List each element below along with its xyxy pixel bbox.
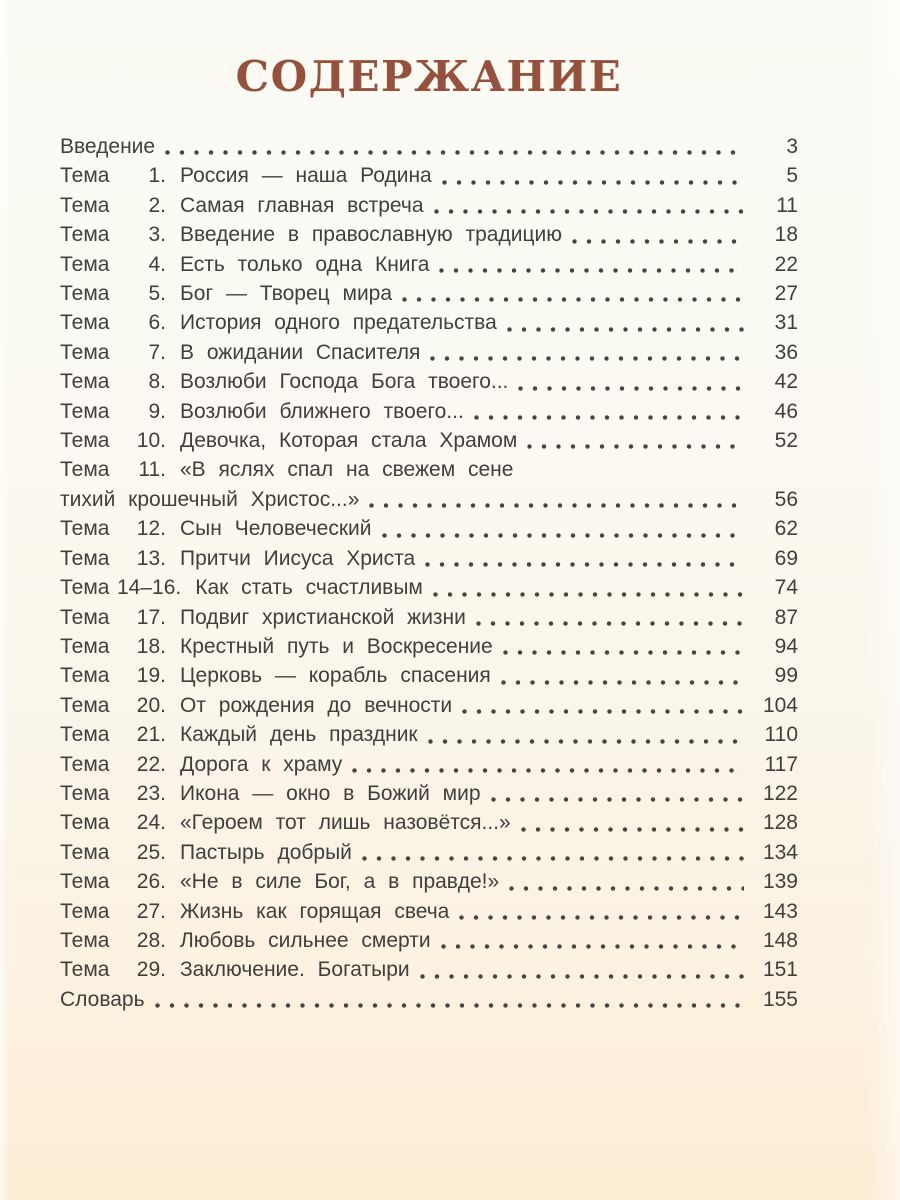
toc-entry-page: 46 <box>774 399 798 423</box>
toc-entry-page: 151 <box>762 958 798 982</box>
toc-entry-label: Тема <box>60 605 110 629</box>
toc-entry-label: Тема <box>60 840 110 864</box>
toc-entry-label: Тема <box>60 634 110 658</box>
toc-entry-label: Тема <box>60 458 110 482</box>
toc-entry-number: 21. <box>136 723 166 747</box>
toc-entry <box>60 250 798 279</box>
toc-entry <box>60 955 798 984</box>
dot-leader <box>462 709 744 714</box>
toc-entry-page: 69 <box>774 546 798 570</box>
toc-entry-number: 17. <box>136 605 166 629</box>
dot-leader <box>442 180 744 185</box>
toc-entry-page: 11 <box>776 193 798 217</box>
toc-entry-title: Бог — Творец мира <box>180 282 393 306</box>
toc-entry <box>60 779 798 808</box>
toc-entry-page: 52 <box>774 429 798 453</box>
dot-leader <box>352 768 744 773</box>
toc-entry-page: 128 <box>762 811 798 835</box>
dot-leader <box>474 415 744 420</box>
toc-entry-title: «Не в силе Бог, а в правде!» <box>180 870 500 894</box>
dot-leader <box>420 974 744 979</box>
toc-entry-label: Тема <box>60 723 110 747</box>
toc-entry-number: 27. <box>136 899 166 923</box>
toc-entry-number: 18. <box>136 634 166 658</box>
toc-entry-label: Тема <box>60 693 110 717</box>
toc-entry-page: 148 <box>762 928 798 952</box>
toc-entry-number: 29. <box>136 958 166 982</box>
scan-edge-right <box>866 0 900 1200</box>
toc-entry-title: Как стать счастливым <box>195 576 423 600</box>
toc-entry-label: Тема <box>60 664 110 688</box>
toc-entry-number: 13. <box>136 546 166 570</box>
dot-leader <box>518 386 744 391</box>
toc-entry <box>60 867 798 896</box>
toc-entry-title: Любовь сильнее смерти <box>180 928 431 952</box>
toc-entry-title: Подвиг христианской жизни <box>180 605 466 629</box>
toc-entry-page: 5 <box>786 164 798 188</box>
toc-entry-page: 62 <box>774 517 798 541</box>
toc-entry-page: 18 <box>774 223 798 247</box>
toc-entry-label: Тема <box>60 752 110 776</box>
toc-entry-label: Тема <box>60 282 110 306</box>
toc-entry-label: Тема <box>60 517 110 541</box>
dot-leader <box>439 268 744 273</box>
toc-entry-label: Тема <box>60 870 110 894</box>
toc-entry-number: 3. <box>148 223 166 247</box>
toc-entry <box>60 632 798 661</box>
toc-entry-number: 5. <box>148 282 166 306</box>
dot-leader <box>434 209 745 214</box>
toc-entry-title: Девочка, Которая стала Храмом <box>180 429 518 453</box>
toc-entry-number: 8. <box>148 370 166 394</box>
toc-entry-page: 56 <box>774 487 798 511</box>
toc-entry-number: 1. <box>148 164 166 188</box>
toc-entry <box>60 603 798 632</box>
toc-entry-title: Жизнь как горящая свеча <box>180 899 450 923</box>
toc-entry-label: Тема <box>60 252 110 276</box>
toc-entry-title: Крестный путь и Воскресение <box>180 634 493 658</box>
dot-leader <box>382 533 744 538</box>
toc-entry <box>60 750 798 779</box>
toc-entry-number: 19. <box>136 664 166 688</box>
toc-entry-page: 87 <box>774 605 798 629</box>
toc-entry-page: 36 <box>774 340 798 364</box>
dot-leader <box>527 444 744 449</box>
toc-entry-title: Каждый день праздник <box>180 723 418 747</box>
toc-entry-title: Введение в православную традицию <box>180 223 562 247</box>
toc-entry-page: 27 <box>774 282 798 306</box>
toc-entry-title: Введение <box>60 135 156 158</box>
toc-entry-label: Тема <box>60 193 110 217</box>
toc-entry-title: Заключение. Богатыри <box>180 958 410 982</box>
toc-entry-label: Тема <box>60 429 110 453</box>
toc-entry-number: 4. <box>148 252 166 276</box>
toc-entry-page: 94 <box>774 634 798 658</box>
toc-entry-label: Тема <box>60 399 110 423</box>
toc-entry <box>60 808 798 837</box>
toc-entry <box>60 161 798 190</box>
toc-entry-number: 10. <box>136 429 166 453</box>
toc-entry-title: тихий крошечный Христос...» <box>60 487 360 511</box>
toc-entry <box>60 338 798 367</box>
dot-leader <box>430 356 744 361</box>
toc-entry <box>60 544 798 573</box>
toc-entry-page: 74 <box>774 576 798 600</box>
toc-entry-number: 24. <box>136 811 166 835</box>
toc-entry <box>60 367 798 396</box>
dot-leader <box>441 944 744 949</box>
scan-edge-left <box>0 0 10 1200</box>
dot-leader <box>501 680 744 685</box>
toc-entry-page: 42 <box>774 370 798 394</box>
toc-entry-label: Тема <box>60 576 110 600</box>
toc-entry-title: Россия — наша Родина <box>180 164 432 188</box>
toc-entry-number: 9. <box>148 399 166 423</box>
toc-entry <box>60 279 798 308</box>
toc-entry-title: Икона — окно в Божий мир <box>180 781 481 805</box>
toc-entry-title: В ожидании Спасителя <box>180 340 421 364</box>
toc-entry <box>60 897 798 926</box>
toc-entry <box>60 485 798 514</box>
toc-entry <box>60 191 798 220</box>
dot-leader <box>165 150 744 155</box>
toc-entry-page: 117 <box>764 752 798 776</box>
toc-entry-title: Пастырь добрый <box>180 840 352 864</box>
toc-entry-title: Притчи Иисуса Христа <box>180 546 416 570</box>
toc-entry-label: Тема <box>60 223 110 247</box>
toc-entry-label: Тема <box>60 958 110 982</box>
toc-entry-number: 28. <box>136 928 166 952</box>
toc-entry-label: Тема <box>60 546 110 570</box>
toc-entry <box>60 397 798 426</box>
dot-leader <box>521 827 744 832</box>
toc-entry <box>60 661 798 690</box>
dot-leader <box>572 239 744 244</box>
toc-entry-number: 2. <box>148 193 166 217</box>
toc-entry-page: 22 <box>774 252 798 276</box>
toc-entry-title: Возлюби Господа Бога твоего... <box>180 370 509 394</box>
toc-entry-number: 25. <box>136 840 166 864</box>
toc-entry-title: Сын Человеческий <box>180 517 372 541</box>
toc-entry <box>60 573 798 602</box>
toc-entry-title: «Героем тот лишь назовётся...» <box>180 811 511 835</box>
dot-leader <box>491 797 744 802</box>
dot-leader <box>428 739 744 744</box>
toc-entry-number: 22. <box>136 752 166 776</box>
toc-entry-number: 26. <box>136 870 166 894</box>
toc-entry <box>60 720 798 749</box>
dot-leader <box>425 562 744 567</box>
toc-entry-page: 3 <box>786 135 798 158</box>
toc-entry-page: 139 <box>762 870 798 894</box>
page-content <box>60 52 798 1014</box>
toc-entry-page: 134 <box>762 840 798 864</box>
toc-entry-number: 14–16. <box>117 576 182 600</box>
toc-entry-number: 6. <box>148 311 166 335</box>
dot-leader <box>155 1003 744 1008</box>
toc-entry-title: Словарь <box>60 987 145 1011</box>
toc-entry-label: Тема <box>60 340 110 364</box>
toc-entry-number: 20. <box>136 693 166 717</box>
page-title: СОДЕРЖАНИЕ <box>235 52 623 101</box>
toc-entry-title: От рождения до вечности <box>180 693 453 717</box>
toc-entry-page: 110 <box>764 723 798 747</box>
toc-entry <box>60 926 798 955</box>
dot-leader <box>476 621 744 626</box>
dot-leader <box>459 915 744 920</box>
toc-entry-title: Дорога к храму <box>180 752 343 776</box>
toc-entry <box>60 220 798 249</box>
toc-entry-title: Самая главная встреча <box>180 193 424 217</box>
toc-entry-page: 104 <box>762 693 798 717</box>
toc-entry-title: Есть только одна Книга <box>180 252 430 276</box>
toc-entry-label: Тема <box>60 899 110 923</box>
toc-entry-page: 99 <box>774 664 798 688</box>
toc-entry-title: Церковь — корабль спасения <box>180 664 491 688</box>
toc-entry-label: Тема <box>60 928 110 952</box>
toc-entry-title: Возлюби ближнего твоего... <box>180 399 464 423</box>
toc-entry-label: Тема <box>60 370 110 394</box>
toc-entry-number: 12. <box>136 517 166 541</box>
toc-entry-number: 7. <box>148 340 166 364</box>
toc-entry-title: «В яслях спал на свежем сене <box>180 458 514 482</box>
dot-leader <box>362 856 744 861</box>
toc-entry <box>60 838 798 867</box>
toc-entry-page: 143 <box>762 899 798 923</box>
toc-entry-page: 31 <box>774 311 798 335</box>
toc-entry <box>60 132 798 161</box>
dot-leader <box>369 503 744 508</box>
toc-entry <box>60 691 798 720</box>
dot-leader <box>433 592 744 597</box>
toc-entry-label: Тема <box>60 811 110 835</box>
toc-entry <box>60 426 798 455</box>
toc-entry-page: 155 <box>762 987 798 1011</box>
toc-entry-number: 11. <box>138 458 166 482</box>
toc-entry <box>60 985 798 1014</box>
toc-entry <box>60 455 798 484</box>
toc-entry <box>60 514 798 543</box>
toc-entry-number: 23. <box>136 781 166 805</box>
toc-entry-title: История одного предательства <box>180 311 497 335</box>
dot-leader <box>509 886 744 891</box>
dot-leader <box>503 650 744 655</box>
dot-leader <box>402 297 744 302</box>
dot-leader <box>507 327 744 332</box>
toc-list <box>60 132 798 1014</box>
toc-entry-label: Тема <box>60 311 110 335</box>
toc-entry-page: 122 <box>762 781 798 805</box>
toc-entry-label: Тема <box>60 164 110 188</box>
toc-entry-label: Тема <box>60 781 110 805</box>
toc-entry <box>60 308 798 337</box>
